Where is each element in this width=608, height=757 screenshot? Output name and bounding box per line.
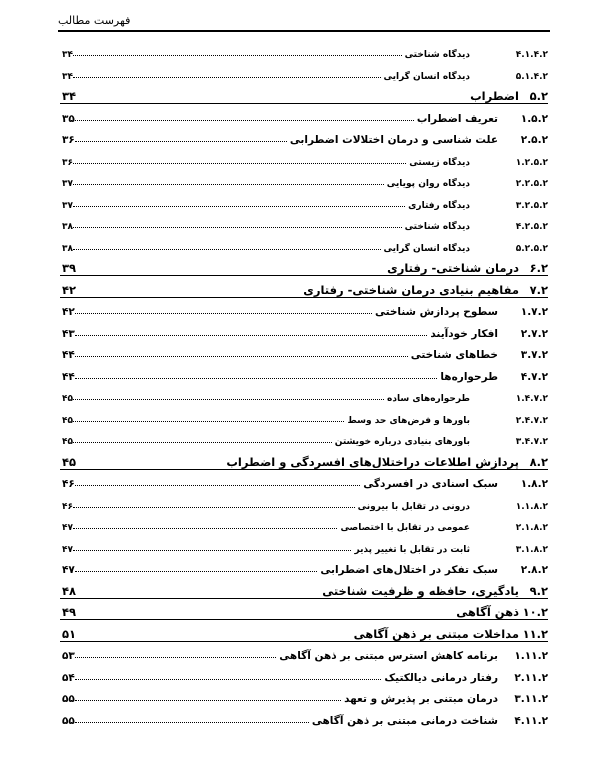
toc-entry-title: درونی در تقابل با بیرونی (357, 501, 470, 512)
toc-entry-page: ۳۹ (62, 261, 77, 275)
toc-entry-number: ۲.۲.۵.۲ (515, 179, 548, 189)
dot-leader (75, 141, 287, 142)
dot-leader (73, 507, 355, 508)
toc-entry (60, 320, 548, 340)
toc-entry-page: ۴۷ (62, 564, 75, 576)
toc-entry-page: ۵۴ (62, 671, 75, 684)
toc-entry-page: ۴۷ (62, 544, 73, 555)
toc-entry-page: ۳۸ (62, 222, 73, 232)
toc-entry (60, 363, 548, 383)
toc-entry-number: ۳.۴.۷.۲ (515, 437, 548, 447)
toc-entry (60, 40, 548, 60)
toc-entry (60, 599, 548, 620)
toc-entry (60, 513, 548, 533)
dot-leader (75, 313, 372, 314)
toc-entry-title: درمان مبتنی بر پذیرش و تعهد (344, 693, 498, 705)
dot-leader (73, 163, 406, 164)
toc-entry-number: ۵.۲ (529, 89, 548, 103)
toc-entry-title: ذهن آگاهی (456, 605, 519, 619)
toc-entry-page: ۵۱ (62, 626, 77, 641)
toc-entry (60, 685, 548, 705)
dot-leader (73, 550, 351, 551)
toc-entry-page: ۳۷ (62, 200, 73, 211)
toc-entry-title: باورها و فرض‌های حد وسط (347, 415, 470, 426)
toc-entry (60, 621, 548, 642)
toc-entry (60, 255, 548, 276)
toc-entry-title: برنامه کاهش استرس مبتنی بر ذهن آگاهی (279, 650, 498, 662)
dot-leader (73, 528, 337, 529)
toc-entry (60, 556, 548, 576)
toc-entry-title: علت شناسی و درمان اختلالات اضطرابی (289, 134, 498, 146)
toc-entry (60, 578, 548, 599)
page-header (58, 10, 550, 32)
dot-leader (73, 399, 384, 400)
toc-entry (60, 277, 548, 298)
toc-entry-page: ۴۵ (62, 454, 77, 469)
dot-leader (73, 55, 402, 56)
toc-entry-title: ثابت در تقابل با تغییر پذیر (354, 544, 470, 555)
toc-entry-page: ۳۷ (62, 179, 73, 189)
toc-entry (60, 427, 548, 447)
toc-entry-title: مداخلات مبتنی بر ذهن آگاهی (353, 626, 519, 641)
toc-entry-number: ۵.۱.۴.۲ (515, 71, 548, 82)
toc-entry-page: ۳۶ (62, 157, 73, 168)
toc-entry (60, 62, 548, 82)
toc-entry-title: دیدگاه شناختی (404, 50, 470, 60)
toc-entry (60, 384, 548, 404)
toc-entry-title: طرحواره‌ها (440, 370, 498, 383)
toc-entry (60, 535, 548, 555)
dot-leader (75, 335, 428, 336)
toc-entry (60, 169, 548, 189)
toc-entry-number: ۴.۲.۵.۲ (515, 222, 548, 232)
toc-entry-number: ۳.۱۱.۲ (514, 693, 548, 705)
toc-entry-title: تعریف اضطراب (416, 112, 498, 125)
dot-leader (75, 120, 414, 121)
dot-leader (75, 571, 318, 572)
toc-entry-title: عمومی در تقابل با اختصاصی (340, 523, 470, 533)
toc-entry-title: سبک اسنادی در افسردگی (363, 478, 498, 490)
toc-entry-title: مفاهیم بنیادی درمان شناختی- رفتاری (303, 282, 519, 297)
dot-leader (75, 657, 276, 658)
toc-entry-title: رفتار درمانی دیالکتیک (384, 671, 498, 684)
toc-entry-title: دیدگاه شناختی (404, 222, 470, 232)
header-title: فهرست مطالب (58, 13, 131, 27)
toc-entry-page: ۴۶ (62, 478, 75, 490)
toc-entry-page: ۵۵ (62, 693, 75, 705)
dot-leader (73, 442, 332, 443)
toc-entry-number: ۲.۸.۲ (520, 564, 548, 576)
toc-entry-title: باورهای بنیادی درباره خویشتن (334, 437, 470, 447)
toc-entry (60, 234, 548, 254)
toc-entry-number: ۴.۷.۲ (520, 370, 548, 383)
toc-entry-number: ۳.۷.۲ (520, 349, 548, 361)
toc-entry-number: ۱۰.۲ (522, 605, 548, 619)
toc-entry-title: اضطراب (470, 89, 519, 103)
toc-entry (60, 191, 548, 211)
dot-leader (73, 249, 381, 250)
toc-entry-number: ۶.۲ (529, 261, 548, 275)
toc-entry-number: ۹.۲ (529, 583, 548, 598)
toc-entry (60, 126, 548, 146)
dot-leader (73, 421, 344, 422)
toc-entry-page: ۳۶ (62, 134, 75, 146)
toc-entry (60, 492, 548, 512)
toc-entry-page: ۳۴ (62, 71, 73, 82)
toc-entry-title: طرحواره‌های ساده (387, 394, 470, 404)
toc-entry-page: ۵۳ (62, 650, 75, 662)
toc-entry-number: ۱۱.۲ (522, 626, 548, 641)
dot-leader (75, 722, 309, 723)
toc-entry-title: پردازش اطلاعات دراختلال‌های افسردگی و اضطراب (226, 454, 519, 469)
toc-entry-number: ۱.۵.۲ (520, 112, 548, 125)
dot-leader (73, 77, 381, 78)
dot-leader (73, 227, 402, 228)
toc-entry (60, 642, 548, 662)
toc-entry-number: ۳.۱.۸.۲ (515, 544, 548, 555)
toc-entry-number: ۸.۲ (529, 454, 548, 469)
toc-entry (60, 449, 548, 470)
dot-leader (75, 485, 360, 486)
toc-entry-title: دیدگاه زیستی (409, 157, 470, 168)
toc-entry (60, 148, 548, 168)
dot-leader (73, 184, 384, 185)
toc-entry-page: ۳۸ (62, 243, 73, 254)
toc-entry-page: ۴۶ (62, 501, 73, 512)
toc-entry (60, 105, 548, 125)
toc-entry-number: ۲.۷.۲ (520, 327, 548, 340)
toc-entry-number: ۲.۵.۲ (520, 134, 548, 146)
toc-entry-page: ۴۹ (62, 605, 77, 619)
toc-entry-page: ۴۴ (62, 349, 75, 361)
toc-entry-number: ۱.۸.۲ (520, 478, 548, 490)
toc-entry-number: ۱.۷.۲ (520, 306, 548, 318)
toc-entry-title: دیدگاه انسان گرایی (383, 71, 470, 82)
toc-entry-number: ۵.۲.۵.۲ (515, 243, 548, 254)
toc-entry-title: دیدگاه رفتاری (408, 200, 470, 211)
toc-entry-number: ۴.۱.۴.۲ (515, 50, 548, 60)
toc-entry-page: ۳۵ (62, 112, 75, 125)
toc-entry (60, 341, 548, 361)
dot-leader (75, 700, 341, 701)
toc-entry-title: افکار خودآیند (430, 327, 498, 340)
toc-entry (60, 298, 548, 318)
toc-entry-page: ۳۴ (62, 50, 73, 60)
toc-entry-page: ۵۵ (62, 714, 75, 727)
toc-entry-number: ۷.۲ (529, 282, 548, 297)
toc-entry-page: ۴۵ (62, 415, 73, 426)
toc-entry-title: یادگیری، حافظه و ظرفیت شناختی (322, 583, 519, 598)
toc-entry-number: ۱.۲.۵.۲ (515, 157, 548, 168)
toc-entry-page: ۴۴ (62, 370, 75, 383)
toc-entry-title: خطاهای شناختی (410, 349, 498, 361)
toc-entry-title: دیدگاه روان پویایی (386, 179, 470, 189)
toc-entry-number: ۳.۲.۵.۲ (515, 200, 548, 211)
dot-leader (75, 378, 438, 379)
toc-entry-title: شناخت درمانی مبتنی بر ذهن آگاهی (311, 714, 498, 727)
toc-entry-page: ۴۸ (62, 583, 77, 598)
toc-entry (60, 664, 548, 684)
toc-entry-number: ۱.۱.۸.۲ (515, 501, 548, 512)
toc-entry-number: ۲.۱۱.۲ (514, 671, 548, 684)
toc-entry-page: ۴۵ (62, 437, 73, 447)
toc-entry-page: ۴۵ (62, 394, 73, 404)
dot-leader (73, 206, 405, 207)
toc-entry (60, 406, 548, 426)
toc-entry-page: ۴۷ (62, 523, 73, 533)
toc-entry-title: سبک تفکر در اختلال‌های اضطرابی (320, 564, 498, 576)
toc-entry-title: دیدگاه انسان گرایی (383, 243, 470, 254)
toc-entry (60, 707, 548, 727)
dot-leader (75, 356, 408, 357)
toc-entry-number: ۲.۴.۷.۲ (515, 415, 548, 426)
toc-entry (60, 470, 548, 490)
toc-entry-page: ۴۲ (62, 306, 75, 318)
toc-entry-page: ۴۳ (62, 327, 75, 340)
toc-entry-number: ۴.۱۱.۲ (514, 714, 548, 727)
toc-entry-title: سطوح پردازش شناختی (374, 306, 498, 318)
toc-entry (60, 83, 548, 104)
toc-entry-page: ۴۲ (62, 282, 77, 297)
toc-entry-number: ۱.۴.۷.۲ (515, 394, 548, 404)
toc-entry-number: ۱.۱۱.۲ (514, 650, 548, 662)
toc-entry (60, 212, 548, 232)
toc-entry-number: ۲.۱.۸.۲ (515, 523, 548, 533)
toc-entry-page: ۳۴ (62, 89, 77, 103)
toc-entry-title: درمان شناختی- رفتاری (387, 261, 519, 275)
dot-leader (75, 679, 382, 680)
